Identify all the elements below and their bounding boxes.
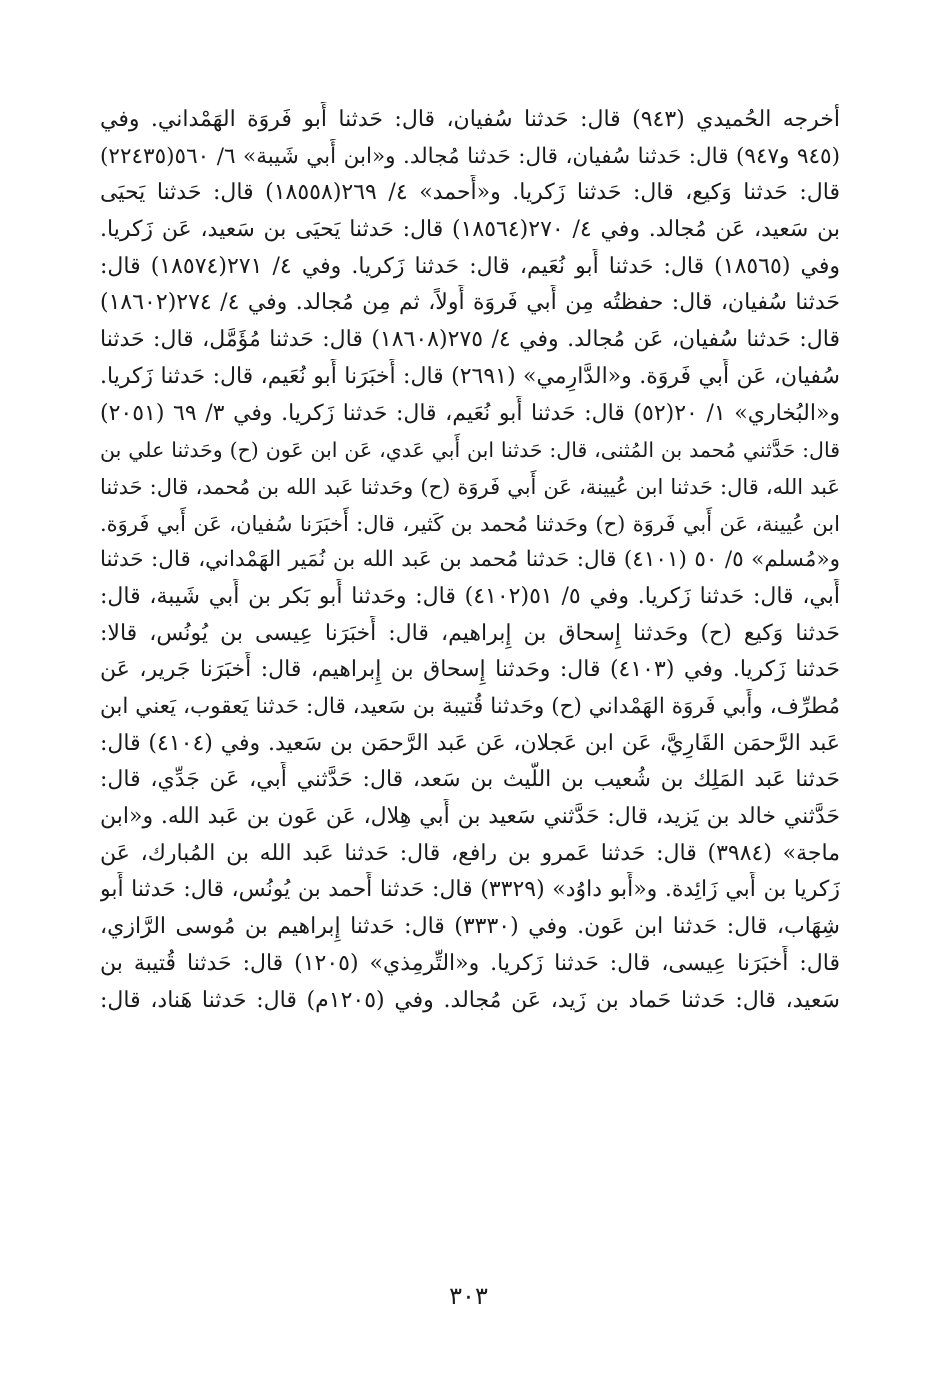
text-line-1: أخرجه الحُميدي (٩٤٣) قال: حَدثنا سُفيان، قال: حَدثنا أَبو فَروَة الهَمْداني. وفي (100, 107, 840, 132)
page-number: ٣٠٣ (449, 1282, 488, 1310)
text-line-15: حَدثنا وَكيع (ح) وحَدثنا إِسحاق بن إِبراهيم، قال: أَخبَرَنا عِيسى بن يُونُس، قالا: (100, 620, 840, 646)
text-line-8: سُفيان، عَن أَبي فَروَة. و«الدَّارِمي» (٢٦٩١) قال: أَخبَرَنا أَبو نُعَيم، قال: حَدثنا زَكريا. (100, 363, 840, 389)
text-line-2: (٩٤٥ و٩٤٧) قال: حَدثنا سُفيان، قال: حَدثنا مُجالد. و«ابن أَبي شَيبة» ٦/ ٥٦٠(٢٢٤٣٥) (100, 143, 840, 169)
text-line-9: و«البُخاري» ١/ ٢٠(٥٢) قال: حَدثنا أَبو نُعَيم، قال: حَدثنا زَكريا. وفي ٣/ ٦٩ (٢٠٥١) (100, 400, 840, 426)
text-line-11: عَبد الله، قال: حَدثنا ابن عُيينة، عَن أَبي فَروَة (ح) وحَدثنا عَبد الله بن مُحمد، قال: حَدثنا (100, 474, 840, 499)
text-line-10: قال: حَدَّثني مُحمد بن المُثنى، قال: حَدثنا ابن أَبي عَدي، عَن ابن عَون (ح) وحَدثنا علي بن (100, 438, 840, 463)
text-line-19: حَدثنا عَبد المَلِك بن شُعيب بن اللَّيث بن سَعد، قال: حَدَّثني أَبي، عَن جَدِّي، قال: (100, 767, 840, 793)
text-line-5: وفي (١٨٥٦٥) قال: حَدثنا أَبو نُعَيم، قال: حَدثنا زَكريا. وفي ٤/ ٢٧١(١٨٥٧٤) قال: (100, 253, 840, 279)
text-line-3: قال: حَدثنا وَكيع، قال: حَدثنا زَكريا. و«أَحمد» ٤/ ٢٦٩(١٨٥٥٨) قال: حَدثنا يَحيَى (100, 180, 840, 206)
text-line-20: حَدَّثني خالد بن يَزيد، قال: حَدَّثني سَعيد بن أَبي هِلال، عَن عَون بن عَبد الله. و«ابن (100, 804, 840, 830)
text-line-17: مُطرِّف، وأَبي فَروَة الهَمْداني (ح) وحَدثنا قُتيبة بن سَعيد، قال: حَدثنا يَعقوب، يَعني ابن (100, 694, 840, 719)
text-line-6: حَدثنا سُفيان، قال: حفظتُه مِن أَبي فَروَة أَولاً، ثم مِن مُجالد. وفي ٤/ ٢٧٤(١٨٦٠٢) (100, 290, 840, 316)
text-line-22: زَكريا بن أَبي زَائِدة. و«أَبو داوُد» (٣٣٢٩) قال: حَدثنا أَحمد بن يُونُس، قال: حَدثنا أَبو (100, 877, 840, 903)
text-line-23: شِهَاب، قال: حَدثنا ابن عَون. وفي (٣٣٣٠) قال: حَدثنا إِبراهيم بن مُوسى الرَّازي، (100, 914, 840, 940)
text-line-14: أَبي، قال: حَدثنا زَكريا. وفي ٥/ ٥١(٤١٠٢) قال: وحَدثنا أَبو بَكر بن أَبي شَيبة، قال: (100, 583, 840, 609)
text-line-24: قال: أَخبَرَنا عِيسى، قال: حَدثنا زَكريا. و«التِّرمِذي» (١٢٠٥) قال: حَدثنا قُتيبة بن (100, 950, 840, 976)
text-line-18: عَبد الرَّحمَن القَارِيَّ، عَن ابن عَجلان، عَن عَبد الرَّحمَن بن سَعيد. وفي (٤١٠٤) قال: (100, 730, 840, 756)
text-line-13: و«مُسلم» ٥/ ٥٠ (٤١٠١) قال: حَدثنا مُحمد بن عَبد الله بن نُمَير الهَمْداني، قال: حَدثنا (100, 547, 840, 573)
text-line-25: سَعيد، قال: حَدثنا حَماد بن زَيد، عَن مُجالد. وفي (١٢٠٥م) قال: حَدثنا هَناد، قال: (100, 987, 840, 1013)
text-line-4: بن سَعيد، عَن مُجالد. وفي ٤/ ٢٧٠(١٨٥٦٤) قال: حَدثنا يَحيَى بن سَعيد، عَن زَكريا. (100, 217, 840, 243)
text-line-7: قال: حَدثنا سُفيان، عَن مُجالد. وفي ٤/ ٢٧٥(١٨٦٠٨) قال: حَدثنا مُؤَمَّل، قال: حَدثنا (100, 327, 840, 353)
text-line-16: حَدثنا زَكريا. وفي (٤١٠٣) قال: وحَدثنا إِسحاق بن إِبراهيم، قال: أَخبَرَنا جَرير، عَن (100, 657, 840, 683)
body-text (100, 102, 840, 1019)
text-line-21: ماجة» (٣٩٨٤) قال: حَدثنا عَمرو بن رافع، قال: حَدثنا عَبد الله بن المُبارك، عَن (100, 840, 840, 866)
text-line-12: ابن عُيينة، عَن أَبي فَروَة (ح) وحَدثنا مُحمد بن كَثير، قال: أَخبَرَنا سُفيان، عَن أَبي فَروَة. (100, 511, 840, 536)
